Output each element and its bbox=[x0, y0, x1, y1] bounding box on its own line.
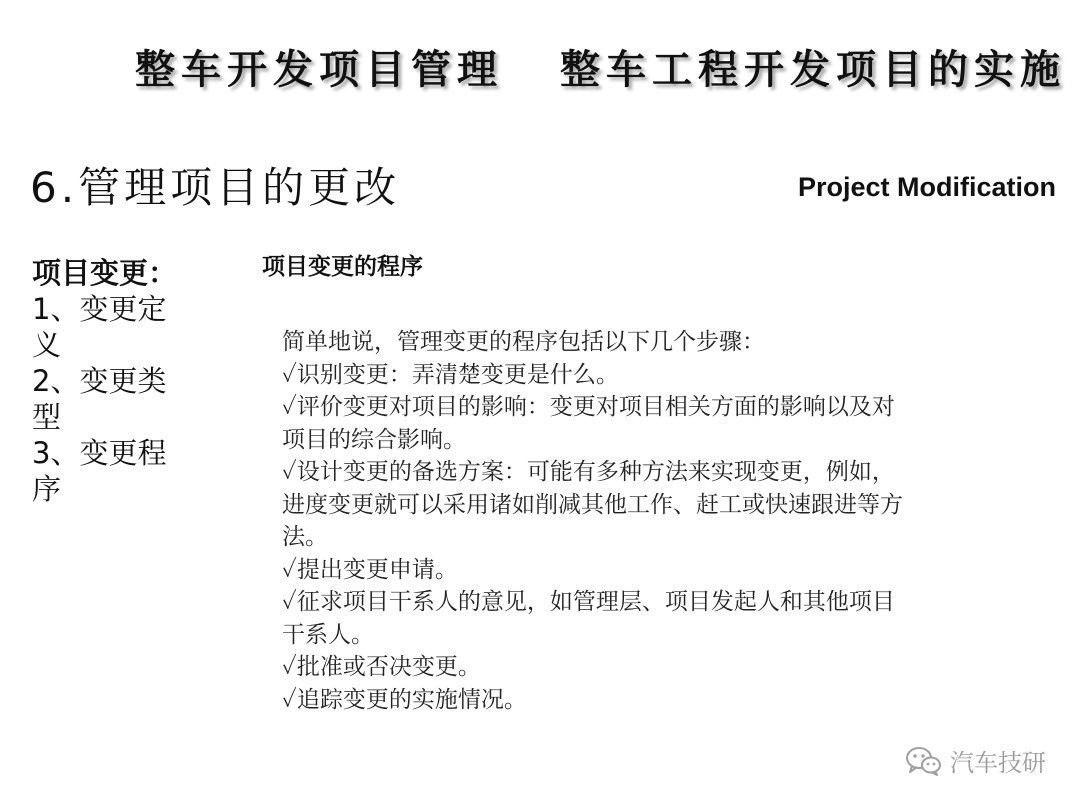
wechat-icon bbox=[904, 745, 944, 777]
header-right-title: 整车工程开发项目的实施 bbox=[560, 47, 1066, 93]
content-line: ✓识别变更：弄清楚变更是什么。 bbox=[282, 361, 619, 388]
content-line: ✓设计变更的备选方案：可能有多种方法来实现变更，例如， bbox=[282, 459, 895, 485]
content-line: ✓批准或否决变更。 bbox=[282, 654, 481, 680]
section-subtitle: Project Modification bbox=[797, 172, 1056, 202]
outline-item-definition: 1、变更定义 bbox=[32, 292, 167, 362]
content-body bbox=[282, 326, 1032, 716]
content-line: ✓征求项目干系人的意见，如管理层、项目发起人和其他项目 bbox=[282, 589, 895, 615]
content-line: ✓评价变更对项目的影响：变更对项目相关方面的影响以及对 bbox=[282, 394, 895, 420]
content-line: 干系人。 bbox=[282, 621, 374, 648]
header-left-title: 整车开发项目管理 bbox=[135, 47, 503, 93]
watermark bbox=[904, 743, 1046, 778]
outline-heading: 项目变更： bbox=[32, 256, 178, 290]
content-line: ✓提出变更申请。 bbox=[282, 556, 458, 583]
outline-item-type: 2、变更类型 bbox=[32, 364, 167, 434]
left-outline bbox=[32, 255, 192, 507]
content-line: 进度变更就可以采用诸如削减其他工作、赶工或快速跟进等方 bbox=[282, 491, 903, 518]
content-line: ✓追踪变更的实施情况。 bbox=[282, 686, 527, 713]
watermark-text: 汽车技研 bbox=[950, 749, 1046, 777]
content-line: 项目的综合影响。 bbox=[282, 426, 466, 453]
content-heading: 项目变更的程序 bbox=[262, 254, 423, 280]
outline-item-procedure: 3、变更程序 bbox=[32, 436, 167, 506]
content-line: 简单地说，管理变更的程序包括以下几个步骤： bbox=[282, 329, 765, 355]
section-title: 6.管理项目的更改 bbox=[30, 163, 401, 212]
content-line: 法。 bbox=[282, 524, 328, 550]
